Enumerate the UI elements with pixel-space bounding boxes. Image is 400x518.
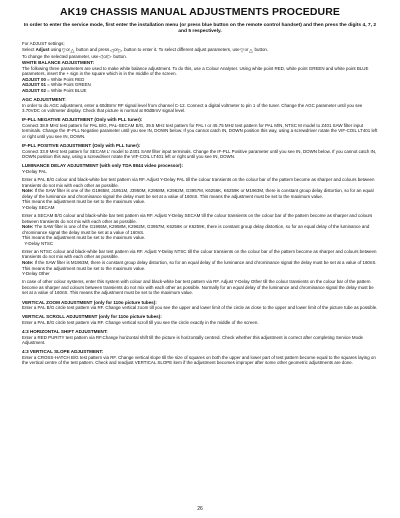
item-label: ADJUST 02	[22, 87, 46, 93]
horizontal-shift-heading: 4:3 HORIZONTAL SHIFT ADJUSTMENT:	[22, 328, 108, 334]
vertical-slope-text: Enter a CROSS-HATCH B/G test pattern via RF. Change vertical slope till the size of squares on both the upper and lower part of test pattern become equal to the squares laying on the vertical centre of the test pattern. Check and readjust VERTICAL SLOPE item if the adjustment becomes improper after some other geometric adjustments are done.	[22, 354, 376, 366]
text: or	[114, 46, 119, 52]
page-number: 26	[197, 506, 203, 512]
agc-text: In order to do AGC adjustment, enter a 60dBmV RF signal level from channel C-12. Connect a digital voltmeter to pin 1 of the tuner. Change the AGC parameter until you see 3.70VDC on voltmeter display. Check that picture is normal at 90dBmV signal level.	[22, 102, 363, 114]
page-title: AK19 CHASSIS MANUAL ADJUSTMENTS PROCEDURE	[59, 6, 341, 18]
item-label: ADJUST 00	[22, 76, 46, 82]
adjust-settings-line-3	[22, 54, 378, 61]
luminance-note	[22, 224, 378, 235]
vertical-zoom-heading: VERTICAL ZOOM ADJUSTMENT (only for 110o picture tubes):	[22, 299, 157, 305]
text: using	[49, 46, 62, 52]
horizontal-shift-section	[22, 329, 378, 346]
vertical-scroll-text: Enter a PAL B/G circle test pattern via RF. Change vertical scroll till you see the circle exactly in the middle of the screen.	[22, 319, 259, 325]
luminance-line: This means the adjustment must be set to the maximum value.	[22, 235, 146, 241]
if-pll-negative-text: Connect 38.9 MHz test pattern for PAL B/G, PAL-SECAM B/G, 39.5 MHz test pattern for PAL I or 45.75 MHz test pattern for PAL M/N, NTSC M model to Z401 SAW filter input terminals. Change the IF-PLL Negative parameter until you see IN, DOWN below. If you cannot catch IN, DOWN position this way, using a screwdriver rotate the VIF-COIL LT401 left or right until you see IN, DOWN.	[22, 122, 378, 140]
item-value: = White Point GREEN	[45, 82, 91, 88]
white-balance-heading: WHITE BALANCE ADJUSTMENT:	[22, 60, 95, 66]
vertical-slope-section	[22, 349, 378, 366]
up-triangle-icon: △	[248, 47, 253, 54]
adjust-settings-line-1: For ADJUST settings;	[22, 41, 65, 47]
luminance-line: Enter an NTSC colour and black-white bar test pattern via RF. Adjust Y-Delay NTSC till the colour transients on the colour bar of the pattern become as sharper and colours between transients do not mix with each other as possible.	[22, 248, 377, 260]
note-label: Note:	[22, 260, 34, 266]
adjust-settings-line-2	[22, 47, 378, 54]
down-triangle-icon: ▽	[240, 47, 244, 54]
agc-section	[22, 97, 378, 114]
left-triangle-icon: ◁	[109, 47, 114, 54]
vertical-scroll-heading: VERTICAL SCROLL ADJUSTMENT (only for 110o picture tubes):	[22, 314, 162, 320]
item-label: ADJUST 01	[22, 82, 46, 88]
luminance-line: This means the adjustment must be set to the maximum value.	[22, 199, 146, 205]
luminance-heading: LUMINANCE DELAY ADJUSTMENT (with only TDA 8844 video processor):	[22, 163, 183, 169]
horizontal-shift-text: Enter a RED PURITY test pattern via RF.Change horizontal shift till the picture is horizontally centred. Check whether this adjustment is correct after completing Service Mode Adjustment.	[22, 334, 364, 346]
down-triangle-icon: ▽	[61, 47, 66, 54]
text: Select	[22, 46, 36, 52]
luminance-line: Y-Delay SECAM	[22, 204, 55, 210]
luminance-note	[22, 188, 378, 199]
text: button and press	[74, 46, 110, 52]
luminance-note	[22, 260, 378, 271]
if-pll-positive-heading: IF-PLL POSITIVE ADJUSTMENT (Only with PLL tuner):	[22, 143, 141, 149]
luminance-section	[22, 163, 378, 295]
text: button.	[253, 46, 269, 52]
if-pll-positive-section	[22, 143, 378, 160]
text: To change the selected parameter, use	[22, 53, 99, 59]
item-value: = White Point BLUE	[45, 87, 87, 93]
vertical-slope-heading: 4:3 VERTICAL SLOPE ADJUSTMENT:	[22, 349, 104, 355]
intro-text: In order to enter the service mode, first enter the installation menu (or press blue button on the remote control handset) and then press the digits 4, 7, 2 and 5 respectively.	[23, 23, 377, 35]
right-triangle-icon: ▷	[107, 54, 112, 61]
up-triangle-icon: △	[70, 47, 75, 54]
vertical-scroll-section	[22, 314, 378, 325]
luminance-line: In case of other colour systems, enter this system with colour and black-white bar test pattern via RF. Adjust Y-Delay Other till the colour transients on the colour bar of the pattern become as sharper and colours between transients do not mix with each other as possible. Normally for an equal delay of the luminance and chrominance signal the delay must be set at a value of 160nS. This means the adjustment must be set to the maximum value.	[22, 279, 374, 296]
white-balance-item	[22, 88, 378, 94]
vertical-zoom-section	[22, 300, 378, 311]
luminance-line: Enter a SECAM B/G colour and black-white bar test pattern via RF. Adjust Y-Delay SECAM till the colour transients on the colour bar of the pattern become as sharper and colours between transients do not mix with each other as possible.	[22, 213, 373, 224]
luminance-line: Y-Delay NTSC	[22, 240, 54, 246]
luminance-line: Y-Delay Other	[22, 271, 50, 277]
if-pll-negative-section	[22, 117, 378, 139]
item-value: = White Point RED	[45, 76, 85, 82]
text: button to enter it. To select different adjust parameters, use	[122, 46, 240, 52]
note-label: Note:	[22, 188, 34, 194]
adjust-word: Adjust	[35, 46, 50, 52]
note-text: If the SAW filter is one of the G1965M, J1951M, J3950M, K2958M, K2962M, G3957M, K6256K, K6259K or M1963M, there is constant group delay distortion, so for an equal delay of the luminance and chrominance signal the delay must be set at a value of 160nS. This means the adjustment must be set to the maximum value.	[22, 188, 374, 199]
note-text: The SAW filter is one of the G1965M, K2958M, K2962M, G3957M, K6256K or K6259K, there is constant group delay distortion, so for an equal delay of the luminance and chrominance signal the delay must be set at a value of 160nS.	[22, 224, 370, 235]
adjust-settings-section	[22, 41, 378, 93]
luminance-line: Enter a PAL B/G colour and black-white bar test pattern via RF. Adjust Y-Delay PAL till the colour transients on the colour bar of the pattern become as sharper and colours between transients do not mix with each other as possible.	[22, 177, 375, 188]
text: or	[103, 53, 108, 59]
agc-heading: AGC ADJUSTMENT:	[22, 97, 66, 103]
white-balance-text: The following three parameters are used to make white balance adjustment. To do this, use a Colour Analyser. Using white point RED, white point GREEN and white point BLUE parameters, insert the + sign in the square which is in the middle of the screen.	[22, 65, 369, 77]
text: button.	[112, 53, 127, 59]
if-pll-negative-heading: IF-PLL NEGATIVE ADJUSTMENT (Only with PLL tuner):	[22, 117, 143, 123]
right-triangle-icon: ▷	[118, 47, 123, 54]
left-triangle-icon: ◁	[98, 54, 103, 61]
vertical-zoom-text: Enter a PAL B/G circle test pattern via RF. Change vertical zoom till you see the upper and lower limit of the circle as close to the upper and lower limit of the picture tube as possible.	[22, 305, 378, 311]
text: or	[66, 46, 71, 52]
note-label: Note:	[22, 224, 34, 230]
note-text: If the SAW filter is M1963M, there is constant group delay distortion, so for an equal delay of the luminance and chrominance signal the delay must be set at a value of 160nS. This means the adjustment must be set to the maximum value.	[22, 260, 377, 271]
luminance-line: Y-Delay PAL	[22, 169, 47, 175]
if-pll-positive-text: Connect 33.9 MHz test pattern for SECAM L' model to Z401 SAW filter input terminals. Change the IF-PLL Positive parameter until you see IN, DOWN below. If you cannot catch IN, DOWN position this way, using a screwdriver rotate the VIF-COIL LT401 left or right until you see IN, DOWN.	[22, 148, 377, 160]
text: or	[244, 46, 249, 52]
